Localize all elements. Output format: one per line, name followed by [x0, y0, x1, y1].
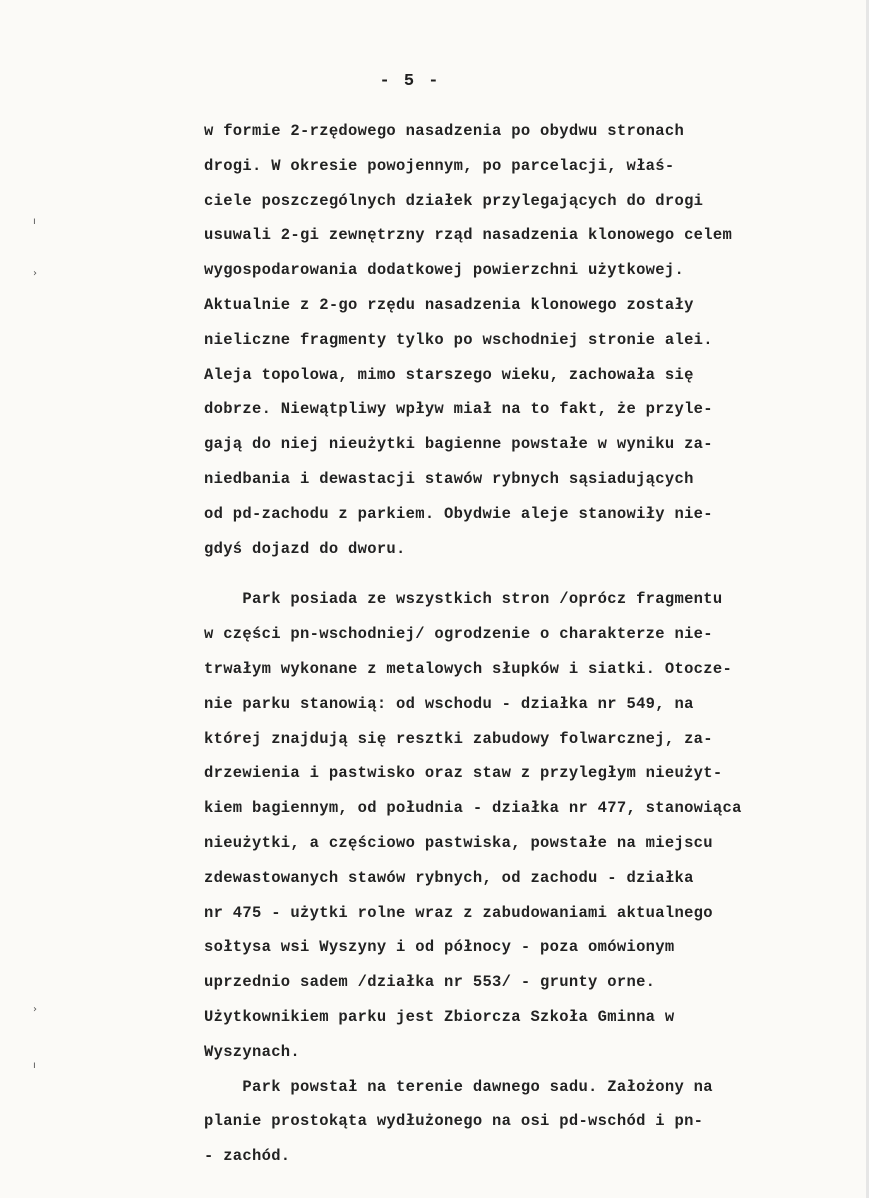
margin-mark: › — [33, 1004, 37, 1015]
text-line: gdyś dojazd do dworu. — [204, 539, 406, 558]
text-line: w części pn-wschodniej/ ogrodzenie o charakterze nie- — [204, 625, 713, 644]
text-line: trwałym wykonane z metalowych słupków i siatki. Otocze- — [204, 659, 733, 678]
body-text — [204, 114, 804, 1174]
text-line: nr 475 - użytki rolne wraz z zabudowaniami aktualnego — [204, 903, 713, 922]
text-line: usuwali 2-gi zewnętrzny rząd nasadzenia klonowego celem — [204, 226, 733, 245]
text-line: ciele poszczególnych działek przylegających do drogi — [204, 191, 704, 210]
text-line: Użytkownikiem parku jest Zbiorcza Szkoła Gminna w — [204, 1007, 675, 1026]
text-line: nie parku stanowią: od wschodu - działka nr 549, na — [204, 694, 694, 713]
text-line: kiem bagiennym, od południa - działka nr 477, stanowiąca — [204, 799, 742, 818]
text-line: planie prostokąta wydłużonego na osi pd-wschód i pn- — [204, 1112, 704, 1131]
text-line: nieliczne fragmenty tylko po wschodniej stronie alei. — [204, 330, 713, 349]
text-line: Park posiada ze wszystkich stron /oprócz fragmentu — [204, 590, 723, 609]
text-line: - zachód. — [204, 1147, 291, 1166]
text-line: wygospodarowania dodatkowej powierzchni użytkowej. — [204, 261, 685, 280]
text-line: drogi. W okresie powojennym, po parcelacji, właś- — [204, 156, 675, 175]
text-line: której znajdują się resztki zabudowy folwarcznej, za- — [204, 729, 713, 748]
page-number: - 5 - — [379, 72, 441, 91]
text-line: gają do niej nieużytki bagienne powstałe w wyniku za- — [204, 435, 713, 454]
text-line: uprzednio sadem /działka nr 553/ - grunty orne. — [204, 973, 656, 992]
text-line: Aktualnie z 2-go rzędu nasadzenia klonowego zostały — [204, 295, 694, 314]
text-line: w formie 2-rzędowego nasadzenia po obydwu stronach — [204, 122, 685, 140]
margin-mark: ı — [33, 216, 36, 227]
margin-mark: ı — [33, 1060, 36, 1071]
text-line: drzewienia i pastwisko oraz staw z przyległym nieużyt- — [204, 764, 723, 783]
paragraph-gap — [204, 566, 804, 582]
text-line: zdewastowanych stawów rybnych, od zachodu - działka — [204, 868, 694, 887]
margin-mark: › — [33, 268, 37, 279]
text-line: Aleja topolowa, mimo starszego wieku, zachowała się — [204, 365, 694, 384]
text-line: Park powstał na terenie dawnego sadu. Założony na — [204, 1077, 713, 1096]
text-line: od pd-zachodu z parkiem. Obydwie aleje stanowiły nie- — [204, 504, 713, 523]
text-line: sołtysa wsi Wyszyny i od północy - poza omówionym — [204, 938, 675, 957]
text-line: Wyszynach. — [204, 1042, 301, 1061]
text-line: nieużytki, a częściowo pastwiska, powstałe na miejscu — [204, 833, 713, 852]
text-line: niedbania i dewastacji stawów rybnych sąsiadujących — [204, 469, 694, 488]
text-line: dobrze. Niewątpliwy wpływ miał na to fakt, że przyle- — [204, 400, 713, 419]
